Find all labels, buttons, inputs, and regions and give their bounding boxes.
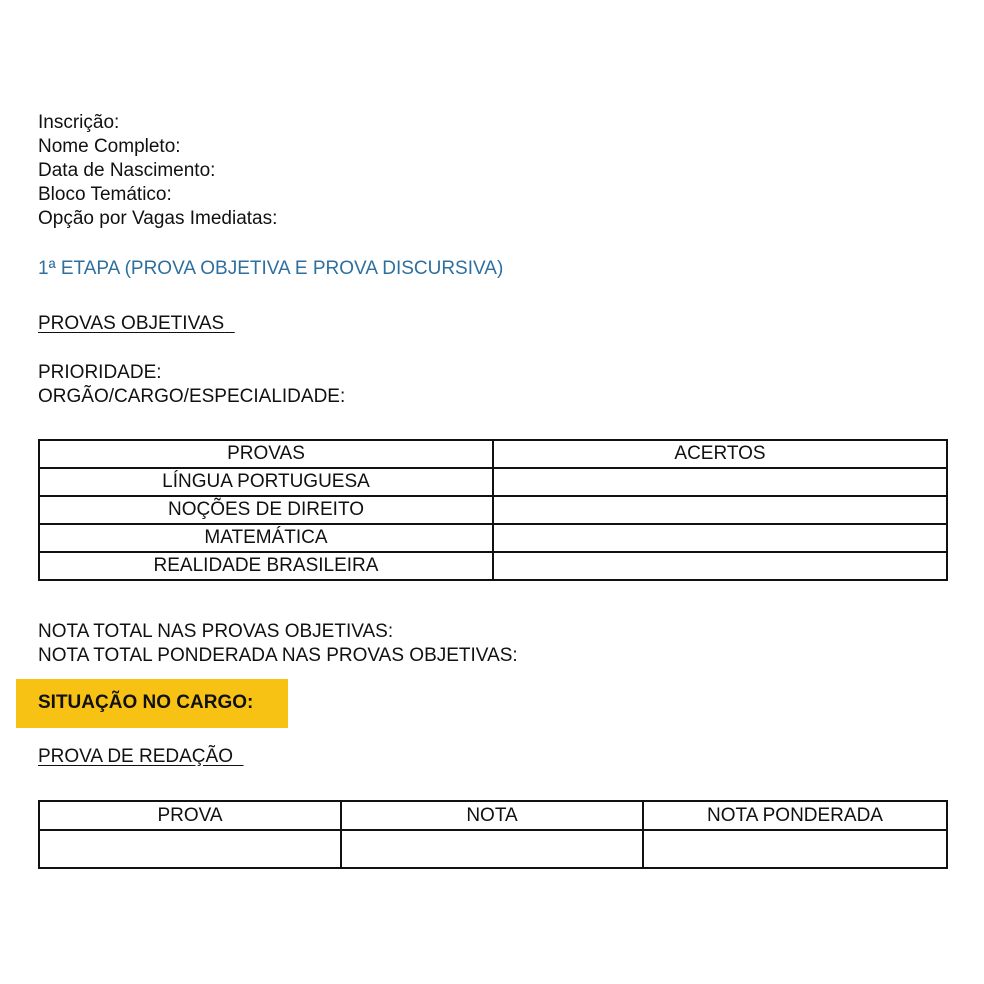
info-data-nascimento: Data de Nascimento: (38, 160, 216, 181)
provas-objetivas-heading (38, 312, 235, 336)
info-inscricao: Inscrição: (38, 112, 120, 133)
header-nota: NOTA (341, 801, 643, 830)
etapa-heading: 1ª ETAPA (PROVA OBJETIVA E PROVA DISCURSIVA) (38, 258, 504, 279)
orgao-cargo-label: ORGÃO/CARGO/ESPECIALIDADE: (38, 386, 346, 407)
cell-acertos (493, 468, 947, 496)
table-row (39, 496, 947, 524)
table-row (39, 552, 947, 580)
cell-prova: LÍNGUA PORTUGUESA (39, 468, 493, 496)
prioridade-label: PRIORIDADE: (38, 362, 162, 383)
header-acertos: ACERTOS (493, 440, 947, 468)
situacao-highlight (16, 679, 288, 728)
info-nome-completo: Nome Completo: (38, 136, 181, 157)
provas-table (38, 439, 948, 581)
nota-ponderada-label: NOTA TOTAL PONDERADA NAS PROVAS OBJETIVAS: (38, 645, 518, 666)
table-header-row (39, 440, 947, 468)
cell-acertos (493, 496, 947, 524)
table-row (39, 524, 947, 552)
header-prova: PROVA (39, 801, 341, 830)
redacao-table (38, 800, 948, 869)
provas-objetivas-heading-text: PROVAS OBJETIVAS (38, 313, 225, 334)
info-opcao-vagas: Opção por Vagas Imediatas: (38, 208, 278, 229)
table-row (39, 830, 947, 868)
cell-acertos (493, 552, 947, 580)
cell-prova (39, 830, 341, 868)
cell-prova: NOÇÕES DE DIREITO (39, 496, 493, 524)
cell-prova: REALIDADE BRASILEIRA (39, 552, 493, 580)
prova-redacao-heading-text: PROVA DE REDAÇÃO (38, 746, 233, 767)
info-bloco-tematico: Bloco Temático: (38, 184, 172, 205)
cell-acertos (493, 524, 947, 552)
table-row (39, 468, 947, 496)
cell-prova: MATEMÁTICA (39, 524, 493, 552)
prova-redacao-heading (38, 745, 244, 769)
header-nota-ponderada: NOTA PONDERADA (643, 801, 947, 830)
header-provas: PROVAS (39, 440, 493, 468)
table-header-row (39, 801, 947, 830)
cell-nota-ponderada (643, 830, 947, 868)
cell-nota (341, 830, 643, 868)
nota-total-label: NOTA TOTAL NAS PROVAS OBJETIVAS: (38, 621, 394, 642)
situacao-label: SITUAÇÃO NO CARGO: (38, 692, 254, 713)
